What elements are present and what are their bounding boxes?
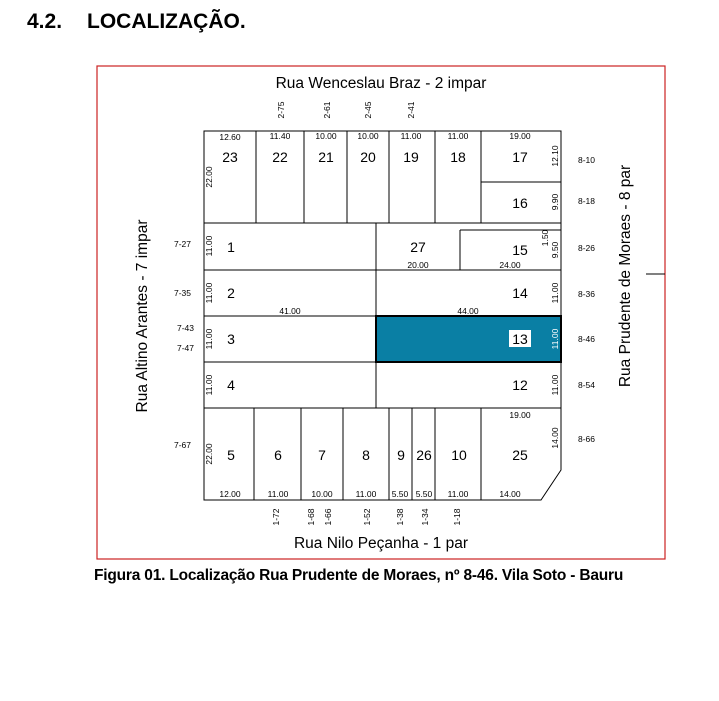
dim-bottom-5: 12.00 [219,489,241,499]
dim-top-22: 11.40 [269,131,291,141]
dim-bottom-6: 11.00 [267,489,289,499]
dim-right-17: 12.10 [550,145,560,167]
lot-26: 26 [416,447,432,463]
dim-bottom-7: 10.00 [311,489,333,499]
code-right-6: 8-66 [578,434,596,444]
code-right-3: 8-36 [578,289,596,299]
dim-left-1: 11.00 [204,235,214,257]
lot-9: 9 [397,447,405,463]
dim-bottom-26: 5.50 [415,489,433,499]
dim-left-width: 41.00 [279,306,301,316]
lot-13: 13 [512,331,528,347]
dim-left-4: 11.00 [204,374,214,396]
dim-lot-15-width: 24.00 [499,260,521,270]
map-frame [97,66,665,559]
lot-20: 20 [360,149,376,165]
lot-6: 6 [274,447,282,463]
code-bottom-4: 1-38 [395,508,405,526]
code-bottom-3: 1-52 [362,508,372,526]
dim-bottom-25: 14.00 [499,489,521,499]
dim-right-15a: 1.50 [540,229,550,247]
lot-2: 2 [227,285,235,301]
dim-bottom-8: 11.00 [355,489,377,499]
dim-right-width: 44.00 [457,306,479,316]
section-number: 4.2. [27,10,63,33]
dim-right-12: 11.00 [550,374,560,396]
street-left: Rua Altino Arantes - 7 impar [134,219,151,413]
dim-right-15b: 9.50 [550,241,560,259]
dim-top-17: 19.00 [509,131,531,141]
dim-top-18: 11.00 [447,131,469,141]
lot-10: 10 [451,447,467,463]
dim-left-5: 22.00 [204,443,214,465]
code-left-3: 7-47 [177,343,195,353]
code-right-5: 8-54 [578,380,596,390]
code-top-2: 2-45 [363,101,373,119]
lot-1: 1 [227,239,235,255]
dim-bottom-10: 11.00 [447,489,469,499]
street-bottom: Rua Nilo Peçanha - 1 par [293,535,469,552]
lot-23: 23 [222,149,238,165]
lot-lines [204,131,561,500]
code-left-0: 7-27 [174,239,192,249]
dim-top-19: 11.00 [400,131,422,141]
lot-5: 5 [227,447,235,463]
lot-27: 27 [410,239,426,255]
code-bottom-6: 1-18 [452,508,462,526]
lot-22: 22 [272,149,288,165]
code-left-2: 7-43 [177,323,195,333]
dim-left-3: 11.00 [204,328,214,350]
code-right-2: 8-26 [578,243,596,253]
code-bottom-1: 1-68 [306,508,316,526]
lot-25: 25 [512,447,528,463]
dim-right-14: 11.00 [550,282,560,304]
lot-15: 15 [512,242,528,258]
code-top-1: 2-61 [322,101,332,119]
code-left-4: 7-67 [174,440,192,450]
dim-right-25: 14.00 [550,427,560,449]
dim-bottom-9: 5.50 [391,489,409,499]
lot-16: 16 [512,195,528,211]
lot-14: 14 [512,285,528,301]
lot-3: 3 [227,331,235,347]
lot-8: 8 [362,447,370,463]
lot-18: 18 [450,149,466,165]
lot-12: 12 [512,377,528,393]
code-top-3: 2-41 [406,101,416,119]
dim-top-25: 19.00 [509,410,531,420]
code-right-4: 8-46 [578,334,596,344]
dim-top-21: 10.00 [315,131,337,141]
lot-13-highlight [376,316,561,362]
lot-19: 19 [403,149,419,165]
code-top-0: 2-75 [276,101,286,119]
code-bottom-2: 1-66 [323,508,333,526]
dim-lot-27-width: 20.00 [407,260,429,270]
code-right-1: 8-18 [578,196,596,206]
street-top: Rua Wenceslau Braz - 2 impar [275,75,487,92]
code-bottom-5: 1-34 [420,508,430,526]
dim-top-23: 12.60 [219,132,241,142]
dim-right-16: 9.90 [550,193,560,211]
lot-7: 7 [318,447,326,463]
dim-top-20: 10.00 [357,131,379,141]
lot-21: 21 [318,149,334,165]
figure-caption: Figura 01. Localização Rua Prudente de Moraes, nº 8-46. Vila Soto - Bauru [94,567,624,584]
dim-left-23: 22.00 [204,166,214,188]
dim-right-13: 11.00 [550,328,560,350]
lot-4: 4 [227,377,235,393]
street-right: Rua Prudente de Moraes - 8 par [617,164,634,388]
code-right-0: 8-10 [578,155,596,165]
lot-17: 17 [512,149,528,165]
code-left-1: 7-35 [174,288,192,298]
section-title: LOCALIZAÇÃO. [87,10,246,33]
dim-left-2: 11.00 [204,282,214,304]
code-bottom-0: 1-72 [271,508,281,526]
